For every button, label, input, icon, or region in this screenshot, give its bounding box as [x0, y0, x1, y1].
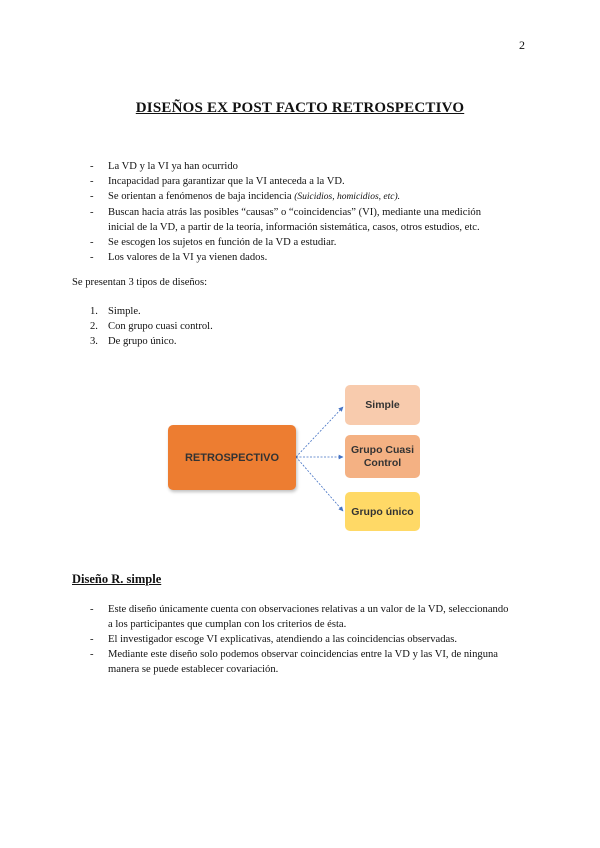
bullet-text: El investigador escoge VI explicativas, atendiendo a las coincidencias observadas.	[108, 634, 457, 645]
intro-text: Se presentan 3 tipos de diseños:	[72, 277, 208, 288]
bullet-text-italic: (Suicidios, homicidios, etc).	[294, 192, 401, 202]
item-label: Simple.	[108, 306, 141, 317]
bullet-dash: -	[90, 649, 94, 660]
bullet-text: Se escogen los sujetos en función de la VD a estudiar.	[108, 237, 337, 248]
section-bullet-list	[90, 602, 510, 677]
bullet-text: Se orientan a fenómenos de baja incidencia	[108, 191, 295, 202]
bullet-text: Este diseño únicamente cuenta con observaciones relativas a un valor de la VD, seleccionando a los participantes que cumplan con los criterios de ésta.	[108, 604, 509, 630]
bullet-item	[90, 174, 510, 189]
bullet-text: Los valores de la VI ya vienen dados.	[108, 252, 268, 263]
design-type-item	[90, 319, 213, 334]
section-title: Diseño R. simple	[72, 572, 162, 586]
page-title: DISEÑOS EX POST FACTO RETROSPECTIVO	[135, 100, 465, 116]
page-number: 2	[519, 38, 525, 52]
design-types-list	[90, 304, 213, 349]
bullet-text: Buscan hacia atrás las posibles “causas” o “coincidencias” (VI), mediante una medición inicial de la VD, a partir de la teoría, información sistemática, casos, otros estudios, etc.	[108, 207, 481, 233]
bullet-item	[90, 250, 510, 265]
item-label: De grupo único.	[108, 336, 177, 347]
bullet-dash: -	[90, 207, 94, 218]
item-label: Con grupo cuasi control.	[108, 321, 213, 332]
bullet-list	[90, 159, 510, 265]
bullet-dash: -	[90, 191, 94, 202]
simple-box: Simple	[345, 385, 420, 425]
design-type-item	[90, 304, 213, 319]
arrow-to-unico	[296, 457, 343, 511]
bullet-item	[90, 159, 510, 174]
bullet-text: La VD y la VI ya han ocurrido	[108, 161, 238, 172]
grupo-cuasi-control-box: Grupo Cuasi Control	[345, 435, 420, 478]
bullet-dash: -	[90, 634, 94, 645]
retrospective-diagram	[0, 380, 600, 540]
item-number: 1.	[90, 306, 98, 317]
bullet-dash: -	[90, 604, 94, 615]
bullet-text: Incapacidad para garantizar que la VI anteceda a la VD.	[108, 176, 345, 187]
bullet-item	[90, 189, 510, 205]
bullet-dash: -	[90, 176, 94, 187]
item-number: 3.	[90, 336, 98, 347]
bullet-item	[90, 205, 510, 235]
design-type-item	[90, 334, 213, 349]
item-number: 2.	[90, 321, 98, 332]
arrow-to-simple	[296, 407, 343, 457]
bullet-dash: -	[90, 237, 94, 248]
section-bullet-item	[90, 632, 510, 647]
diagram-arrows	[0, 380, 600, 540]
retrospectivo-box: RETROSPECTIVO	[168, 425, 296, 490]
grupo-unico-box: Grupo único	[345, 492, 420, 531]
bullet-dash: -	[90, 252, 94, 263]
bullet-dash: -	[90, 161, 94, 172]
section-bullet-item	[90, 602, 510, 632]
section-bullet-item	[90, 647, 510, 677]
bullet-text: Mediante este diseño solo podemos observar coincidencias entre la VD y las VI, de ninguna manera se puede establecer covariación.	[108, 649, 499, 675]
bullet-item	[90, 235, 510, 250]
